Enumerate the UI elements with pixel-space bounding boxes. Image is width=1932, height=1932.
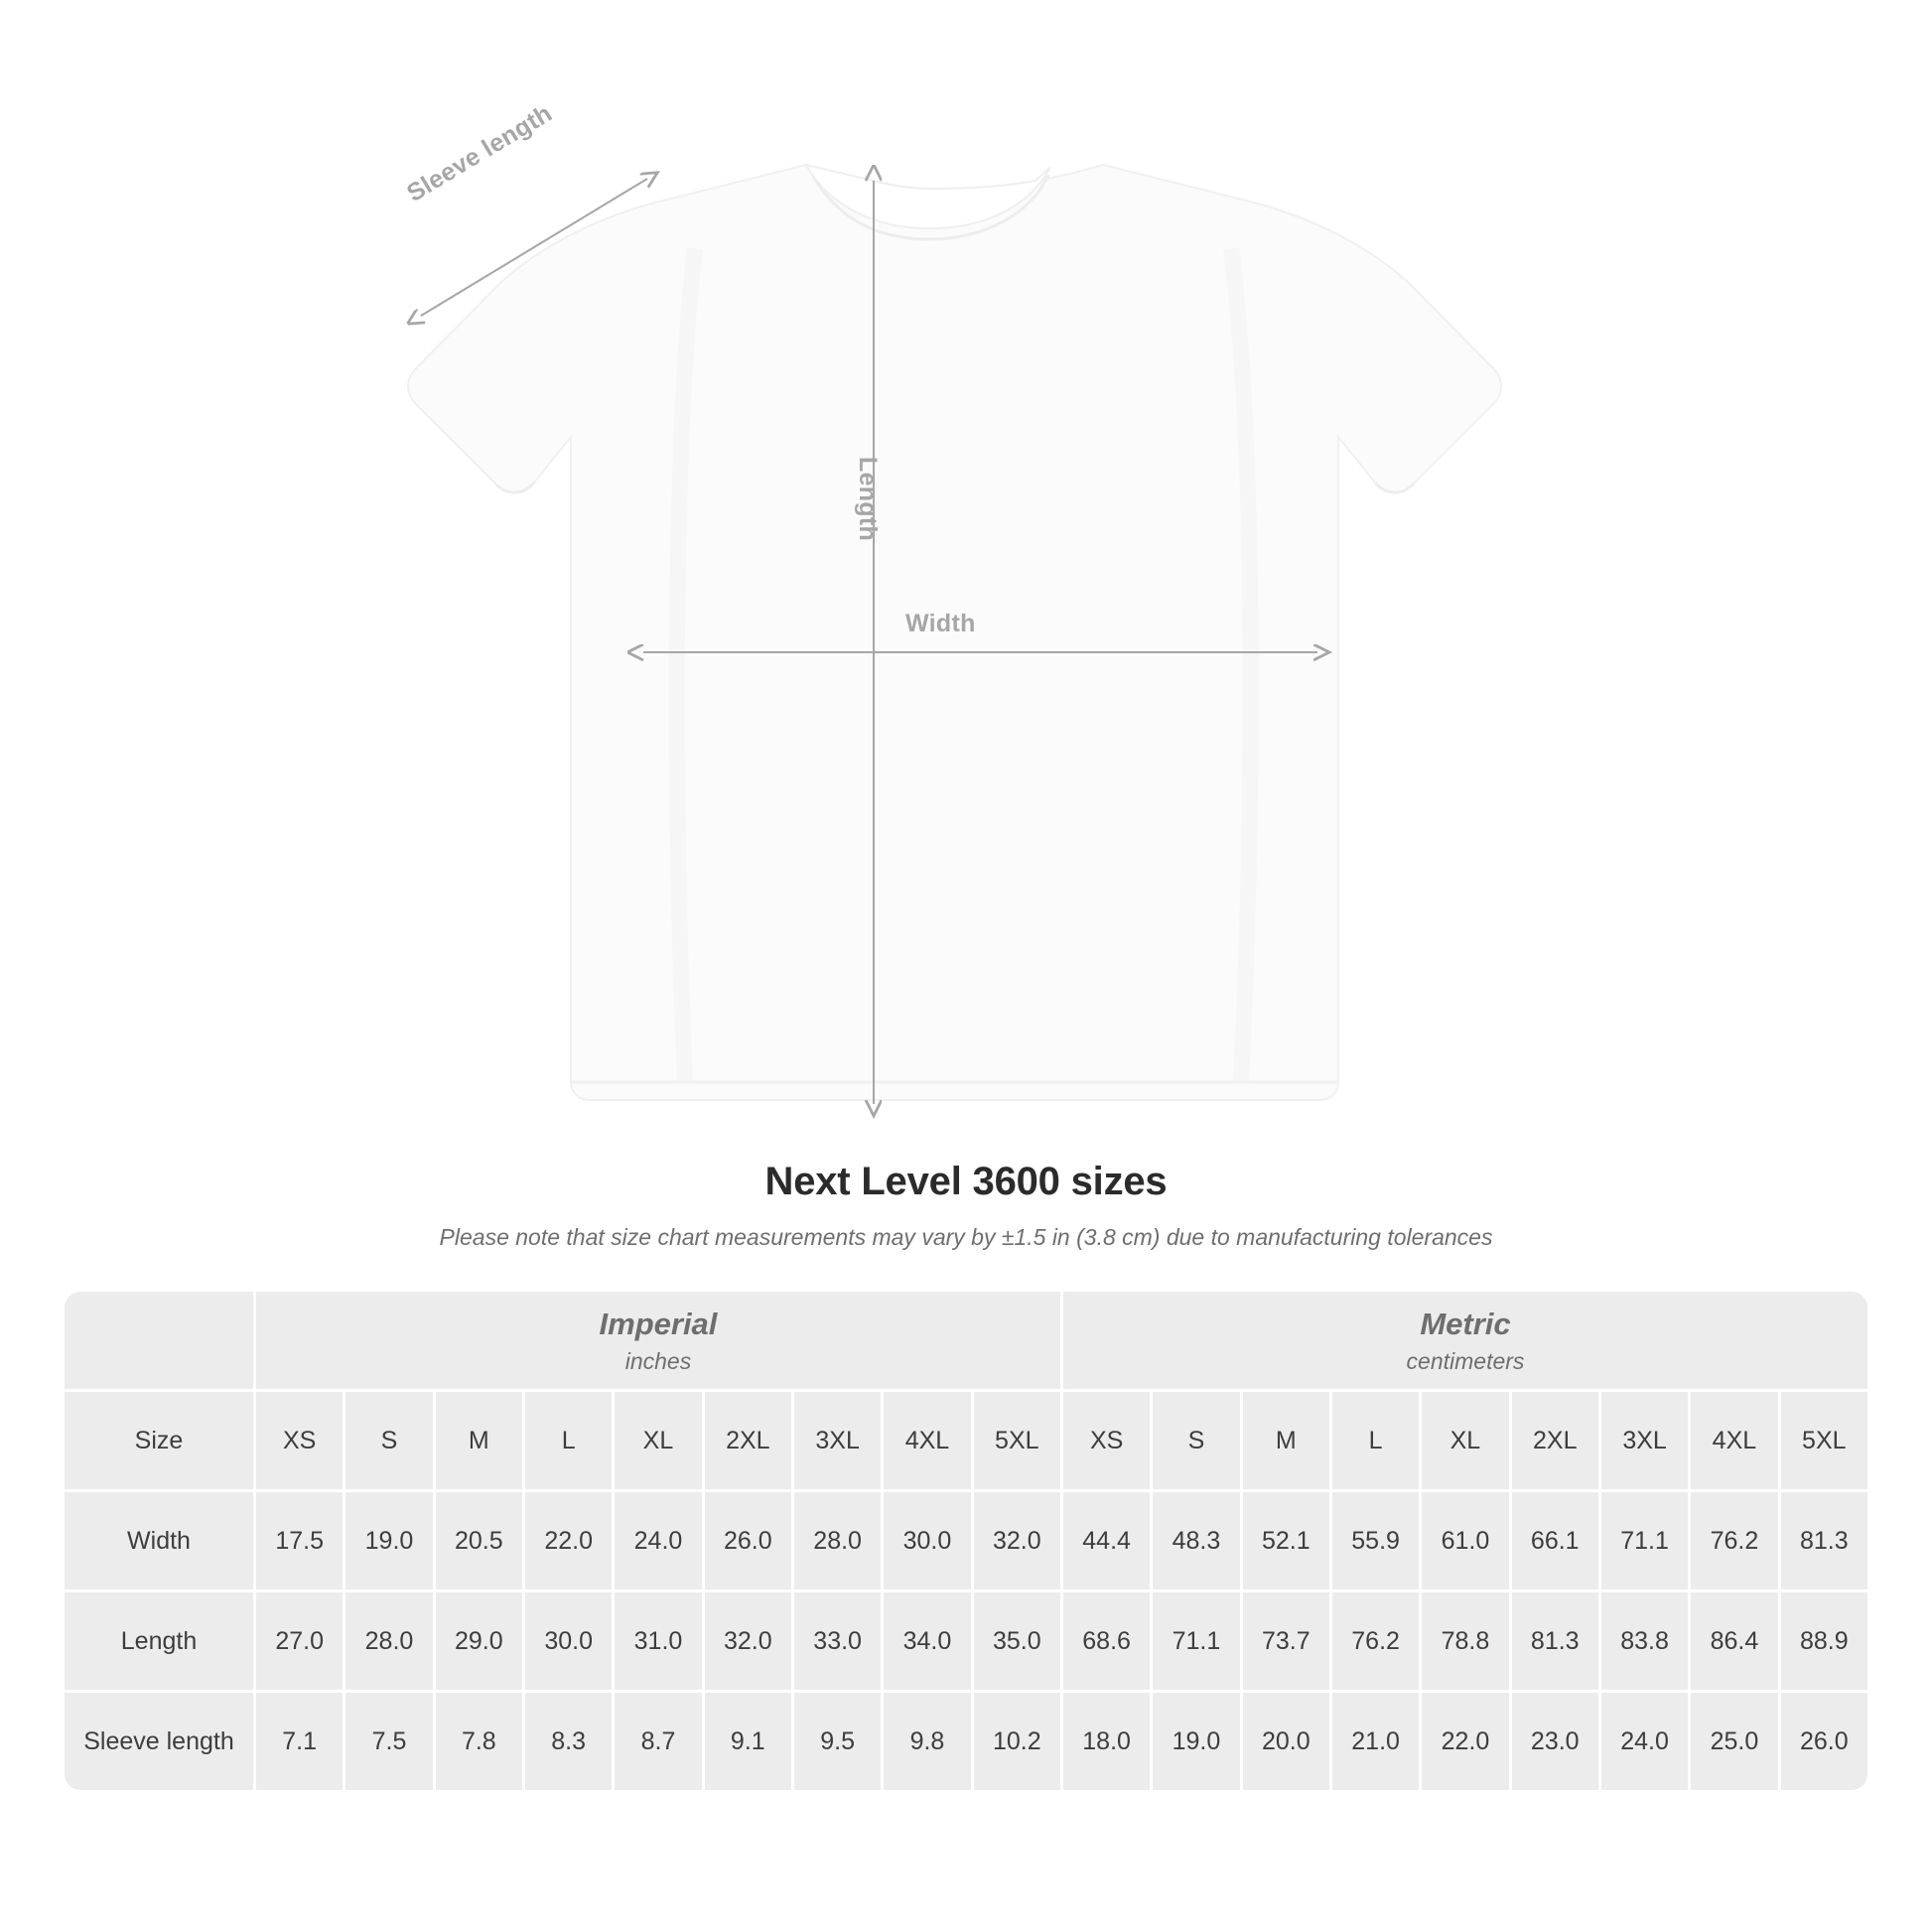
cell-width-metric-s: 48.3	[1153, 1492, 1239, 1589]
size-table	[62, 1289, 1870, 1793]
cell-sleeve-metric-3xl: 24.0	[1601, 1693, 1688, 1790]
cell-length-imperial-xl: 31.0	[615, 1592, 701, 1690]
unit-sub-metric: centimeters	[1406, 1347, 1525, 1374]
col-header-metric-2xl: 2XL	[1512, 1392, 1598, 1489]
col-header-metric-l: L	[1332, 1392, 1419, 1489]
cell-sleeve-metric-s: 19.0	[1153, 1693, 1239, 1790]
unit-group-imperial	[256, 1292, 1060, 1389]
size-header-row	[65, 1392, 1867, 1489]
cell-sleeve-imperial-s: 7.5	[345, 1693, 432, 1790]
row-header-sleeve-length: Sleeve length	[65, 1693, 253, 1790]
col-header-imperial-2xl: 2XL	[705, 1392, 791, 1489]
cell-length-imperial-4xl: 34.0	[884, 1592, 970, 1690]
title-block	[0, 1160, 1932, 1251]
cell-length-metric-l: 76.2	[1332, 1592, 1419, 1690]
unit-group-metric	[1063, 1292, 1867, 1389]
size-header-cell: Size	[65, 1392, 253, 1489]
col-header-imperial-4xl: 4XL	[884, 1392, 970, 1489]
length-label: Length	[854, 457, 882, 542]
table-row	[65, 1492, 1867, 1589]
page-title: Next Level 3600 sizes	[764, 1160, 1168, 1203]
size-table-wrapper	[62, 1289, 1870, 1793]
cell-sleeve-metric-xl: 22.0	[1422, 1693, 1508, 1790]
cell-sleeve-imperial-l: 8.3	[525, 1693, 612, 1790]
cell-width-imperial-xl: 24.0	[615, 1492, 701, 1589]
cell-width-imperial-m: 20.5	[436, 1492, 522, 1589]
cell-width-imperial-3xl: 28.0	[794, 1492, 881, 1589]
cell-length-metric-2xl: 81.3	[1512, 1592, 1598, 1690]
cell-length-imperial-xs: 27.0	[256, 1592, 343, 1690]
sleeve-length-label: Sleeve length	[402, 98, 557, 208]
cell-length-metric-3xl: 83.8	[1601, 1592, 1688, 1690]
col-header-imperial-3xl: 3XL	[794, 1392, 881, 1489]
cell-sleeve-imperial-m: 7.8	[436, 1693, 522, 1790]
cell-width-imperial-l: 22.0	[525, 1492, 612, 1589]
cell-length-imperial-m: 29.0	[436, 1592, 522, 1690]
cell-sleeve-metric-l: 21.0	[1332, 1693, 1419, 1790]
cell-width-imperial-5xl: 32.0	[974, 1492, 1060, 1589]
cell-sleeve-metric-m: 20.0	[1243, 1693, 1329, 1790]
cell-width-imperial-2xl: 26.0	[705, 1492, 791, 1589]
cell-width-imperial-4xl: 30.0	[884, 1492, 970, 1589]
cell-sleeve-metric-2xl: 23.0	[1512, 1693, 1598, 1790]
cell-length-imperial-3xl: 33.0	[794, 1592, 881, 1690]
cell-sleeve-metric-4xl: 25.0	[1691, 1693, 1777, 1790]
cell-sleeve-metric-5xl: 26.0	[1781, 1693, 1867, 1790]
col-header-metric-4xl: 4XL	[1691, 1392, 1777, 1489]
cell-length-imperial-l: 30.0	[525, 1592, 612, 1690]
col-header-metric-5xl: 5XL	[1781, 1392, 1867, 1489]
table-row	[65, 1592, 1867, 1690]
cell-width-metric-3xl: 71.1	[1601, 1492, 1688, 1589]
cell-length-metric-xl: 78.8	[1422, 1592, 1508, 1690]
row-header-width: Width	[65, 1492, 253, 1589]
cell-width-imperial-s: 19.0	[345, 1492, 432, 1589]
cell-width-metric-m: 52.1	[1243, 1492, 1329, 1589]
unit-name-imperial: Imperial	[599, 1306, 718, 1341]
cell-length-imperial-2xl: 32.0	[705, 1592, 791, 1690]
cell-sleeve-imperial-2xl: 9.1	[705, 1693, 791, 1790]
cell-length-imperial-s: 28.0	[345, 1592, 432, 1690]
row-header-length: Length	[65, 1592, 253, 1690]
unit-sub-imperial: inches	[624, 1347, 692, 1374]
cell-sleeve-imperial-xs: 7.1	[256, 1693, 343, 1790]
cell-length-metric-4xl: 86.4	[1691, 1592, 1777, 1690]
col-header-metric-xs: XS	[1063, 1392, 1150, 1489]
col-header-metric-3xl: 3XL	[1601, 1392, 1688, 1489]
cell-length-imperial-5xl: 35.0	[974, 1592, 1060, 1690]
unit-header-row	[65, 1292, 1867, 1389]
cell-width-metric-xl: 61.0	[1422, 1492, 1508, 1589]
cell-length-metric-xs: 68.6	[1063, 1592, 1150, 1690]
cell-sleeve-imperial-4xl: 9.8	[884, 1693, 970, 1790]
col-header-metric-xl: XL	[1422, 1392, 1508, 1489]
width-label: Width	[905, 610, 976, 637]
corner-cell	[65, 1292, 253, 1389]
col-header-metric-m: M	[1243, 1392, 1329, 1489]
cell-sleeve-imperial-xl: 8.7	[615, 1693, 701, 1790]
cell-width-metric-xs: 44.4	[1063, 1492, 1150, 1589]
cell-sleeve-imperial-3xl: 9.5	[794, 1693, 881, 1790]
col-header-imperial-m: M	[436, 1392, 522, 1489]
cell-sleeve-imperial-5xl: 10.2	[974, 1693, 1060, 1790]
unit-name-metric: Metric	[1420, 1306, 1511, 1341]
col-header-imperial-xs: XS	[256, 1392, 343, 1489]
col-header-imperial-xl: XL	[615, 1392, 701, 1489]
col-header-imperial-5xl: 5XL	[974, 1392, 1060, 1489]
tolerance-note: Please note that size chart measurements may vary by ±1.5 in (3.8 cm) due to manufacturing tolerances	[439, 1224, 1493, 1250]
cell-length-metric-m: 73.7	[1243, 1592, 1329, 1690]
cell-sleeve-metric-xs: 18.0	[1063, 1693, 1150, 1790]
col-header-metric-s: S	[1153, 1392, 1239, 1489]
cell-length-metric-s: 71.1	[1153, 1592, 1239, 1690]
col-header-imperial-s: S	[345, 1392, 432, 1489]
cell-width-metric-4xl: 76.2	[1691, 1492, 1777, 1589]
cell-length-metric-5xl: 88.9	[1781, 1592, 1867, 1690]
table-row	[65, 1693, 1867, 1790]
cell-width-metric-l: 55.9	[1332, 1492, 1419, 1589]
cell-width-metric-2xl: 66.1	[1512, 1492, 1598, 1589]
cell-width-metric-5xl: 81.3	[1781, 1492, 1867, 1589]
cell-width-imperial-xs: 17.5	[256, 1492, 343, 1589]
col-header-imperial-l: L	[525, 1392, 612, 1489]
